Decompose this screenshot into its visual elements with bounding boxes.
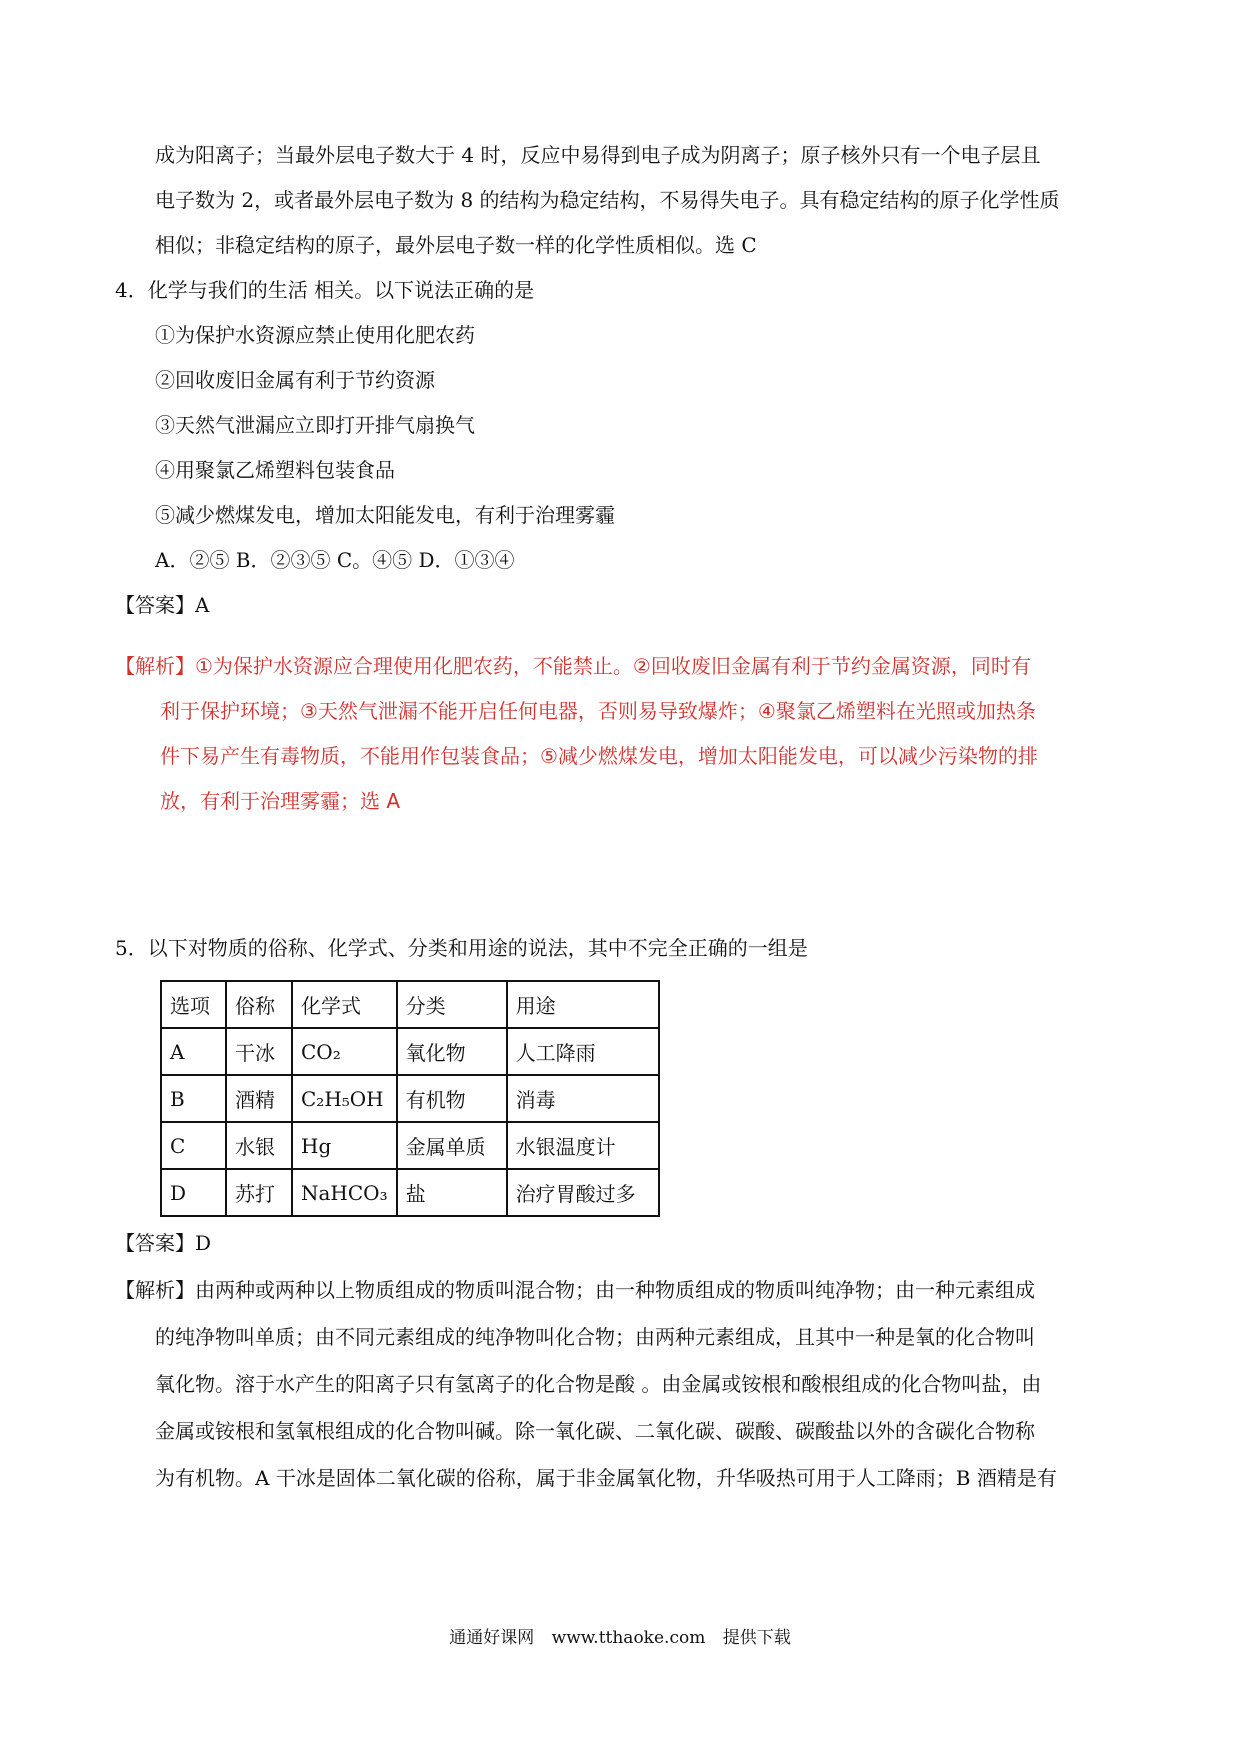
question-5-answer: 【答案】D — [115, 1231, 212, 1255]
statement-item: ①为保护水资源应禁止使用化肥农药 — [155, 323, 475, 347]
question-4-answer: 【答案】A — [115, 593, 210, 617]
page-footer — [0, 1623, 1240, 1648]
prev-answer-line: 相似；非稳定结构的原子，最外层电子数一样的化学性质相似。选 C — [155, 233, 757, 257]
substance-table — [160, 980, 660, 1217]
table-cell: 苏打 — [226, 1169, 292, 1216]
question-5-analysis-line — [115, 1277, 1035, 1303]
statement-item: ④用聚氯乙烯塑料包装食品 — [155, 458, 395, 482]
table-cell: 干冰 — [226, 1028, 292, 1075]
question-4-analysis-line: 利于保护环境；③天然气泄漏不能开启任何电器，否则易导致爆炸；④聚氯乙烯塑料在光照或加热条 — [160, 699, 1036, 723]
statement-item: ③天然气泄漏应立即打开排气扇换气 — [155, 413, 475, 437]
question-5-analysis-line: 的纯净物叫单质；由不同元素组成的纯净物叫化合物；由两种元素组成，且其中一种是氧的化合物叫 — [155, 1325, 1035, 1349]
footer-url[interactable]: www.tthaoke.com — [551, 1628, 706, 1648]
table-cell: Hg — [292, 1122, 397, 1169]
question-4-analysis-line: 放，有利于治理雾霾；选 A — [160, 789, 401, 813]
statement-item: ②回收废旧金属有利于节约资源 — [155, 368, 435, 392]
question-4-analysis-line: 件下易产生有毒物质，不能用作包装食品；⑤减少燃煤发电，增加太阳能发电，可以减少污染物的排 — [160, 744, 1038, 768]
footer-site-name: 通通好课网 — [449, 1628, 535, 1648]
table-header-cell: 化学式 — [292, 981, 397, 1028]
table-cell: 盐 — [397, 1169, 507, 1216]
table-cell: 酒精 — [226, 1075, 292, 1122]
footer-suffix: 提供下载 — [722, 1628, 791, 1648]
table-cell: 金属单质 — [397, 1122, 507, 1169]
table-header-cell: 分类 — [397, 981, 507, 1028]
table-row — [161, 1075, 659, 1122]
table-header-cell: 俗称 — [226, 981, 292, 1028]
table-row — [161, 1169, 659, 1216]
table-cell: B — [161, 1075, 226, 1122]
table-cell: CO₂ — [292, 1028, 397, 1075]
table-cell: C — [161, 1122, 226, 1169]
table-header-cell: 用途 — [507, 981, 659, 1028]
table-cell: 水银温度计 — [507, 1122, 659, 1169]
table-cell: NaHCO₃ — [292, 1169, 397, 1216]
analysis-text: 由两种或两种以上物质组成的物质叫混合物；由一种物质组成的物质叫纯净物；由一种元素组成 — [195, 1278, 1035, 1302]
prev-answer-line: 成为阳离子；当最外层电子数大于 4 时，反应中易得到电子成为阴离子；原子核外只有一个电子层且 — [155, 143, 1041, 167]
table-cell: 有机物 — [397, 1075, 507, 1122]
question-5-analysis-line: 为有机物。A 干冰是固体二氧化碳的俗称，属于非金属氧化物，升华吸热可用于人工降雨；B 酒精是有 — [155, 1466, 1057, 1490]
analysis-text: ①为保护水资源应合理使用化肥农药，不能禁止。②回收废旧金属有利于节约金属资源，同时有 — [195, 654, 1031, 678]
table-cell: A — [161, 1028, 226, 1075]
table-cell: C₂H₅OH — [292, 1075, 397, 1122]
table-header-row — [161, 981, 659, 1028]
table-cell: 人工降雨 — [507, 1028, 659, 1075]
question-4-stem: 4．化学与我们的生活 相关。以下说法正确的是 — [115, 278, 535, 302]
table-cell: D — [161, 1169, 226, 1216]
table-cell: 水银 — [226, 1122, 292, 1169]
table-row — [161, 1122, 659, 1169]
question-4-analysis-line — [115, 653, 1031, 679]
table-cell: 治疗胃酸过多 — [507, 1169, 659, 1216]
analysis-tag: 【解析】 — [115, 1278, 195, 1302]
table-cell: 氧化物 — [397, 1028, 507, 1075]
table-header-cell: 选项 — [161, 981, 226, 1028]
answer-options: A．②⑤ B．②③⑤ C。④⑤ D．①③④ — [155, 548, 515, 572]
question-5-stem: 5．以下对物质的俗称、化学式、分类和用途的说法，其中不完全正确的一组是 — [115, 936, 808, 960]
analysis-tag: 【解析】 — [115, 654, 195, 678]
statement-item: ⑤减少燃煤发电，增加太阳能发电，有利于治理雾霾 — [155, 503, 615, 527]
question-5-analysis-line: 金属或铵根和氢氧根组成的化合物叫碱。除一氧化碳、二氧化碳、碳酸、碳酸盐以外的含碳化合物称 — [155, 1419, 1035, 1443]
prev-answer-line: 电子数为 2，或者最外层电子数为 8 的结构为稳定结构，不易得失电子。具有稳定结构的原子化学性质 — [155, 188, 1060, 212]
table-cell: 消毒 — [507, 1075, 659, 1122]
question-5-analysis-line: 氧化物。溶于水产生的阳离子只有氢离子的化合物是酸 。由金属或铵根和酸根组成的化合物叫盐，由 — [155, 1372, 1042, 1396]
table-row — [161, 1028, 659, 1075]
